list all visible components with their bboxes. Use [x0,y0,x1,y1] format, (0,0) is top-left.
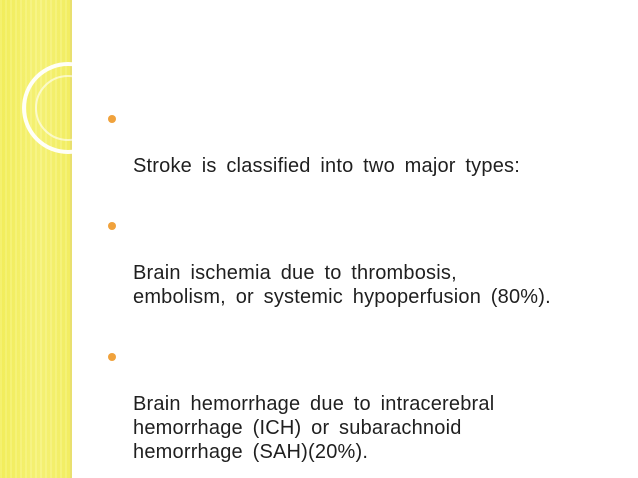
bullet-list [108,106,618,464]
bullet-dot-icon [108,353,116,361]
decorative-arc-inner [36,76,100,140]
bullet-item [108,344,618,464]
bullet-item [108,213,618,309]
bullet-text: Stroke is classified into two major types: [133,155,520,177]
decorative-arc-outer [24,64,112,152]
bullet-text: Brain ischemia due to thrombosis, embolism, or systemic hypoperfusion (80%). [133,262,551,308]
bullet-dot-icon [108,115,116,123]
decorative-arc-graphic [0,0,110,200]
bullet-text: Brain hemorrhage due to intracerebral hemorrhage (ICH) or subarachnoid hemorrhage (SAH)(20%). [133,393,495,463]
bullet-item [108,106,618,178]
bullet-dot-icon [108,222,116,230]
